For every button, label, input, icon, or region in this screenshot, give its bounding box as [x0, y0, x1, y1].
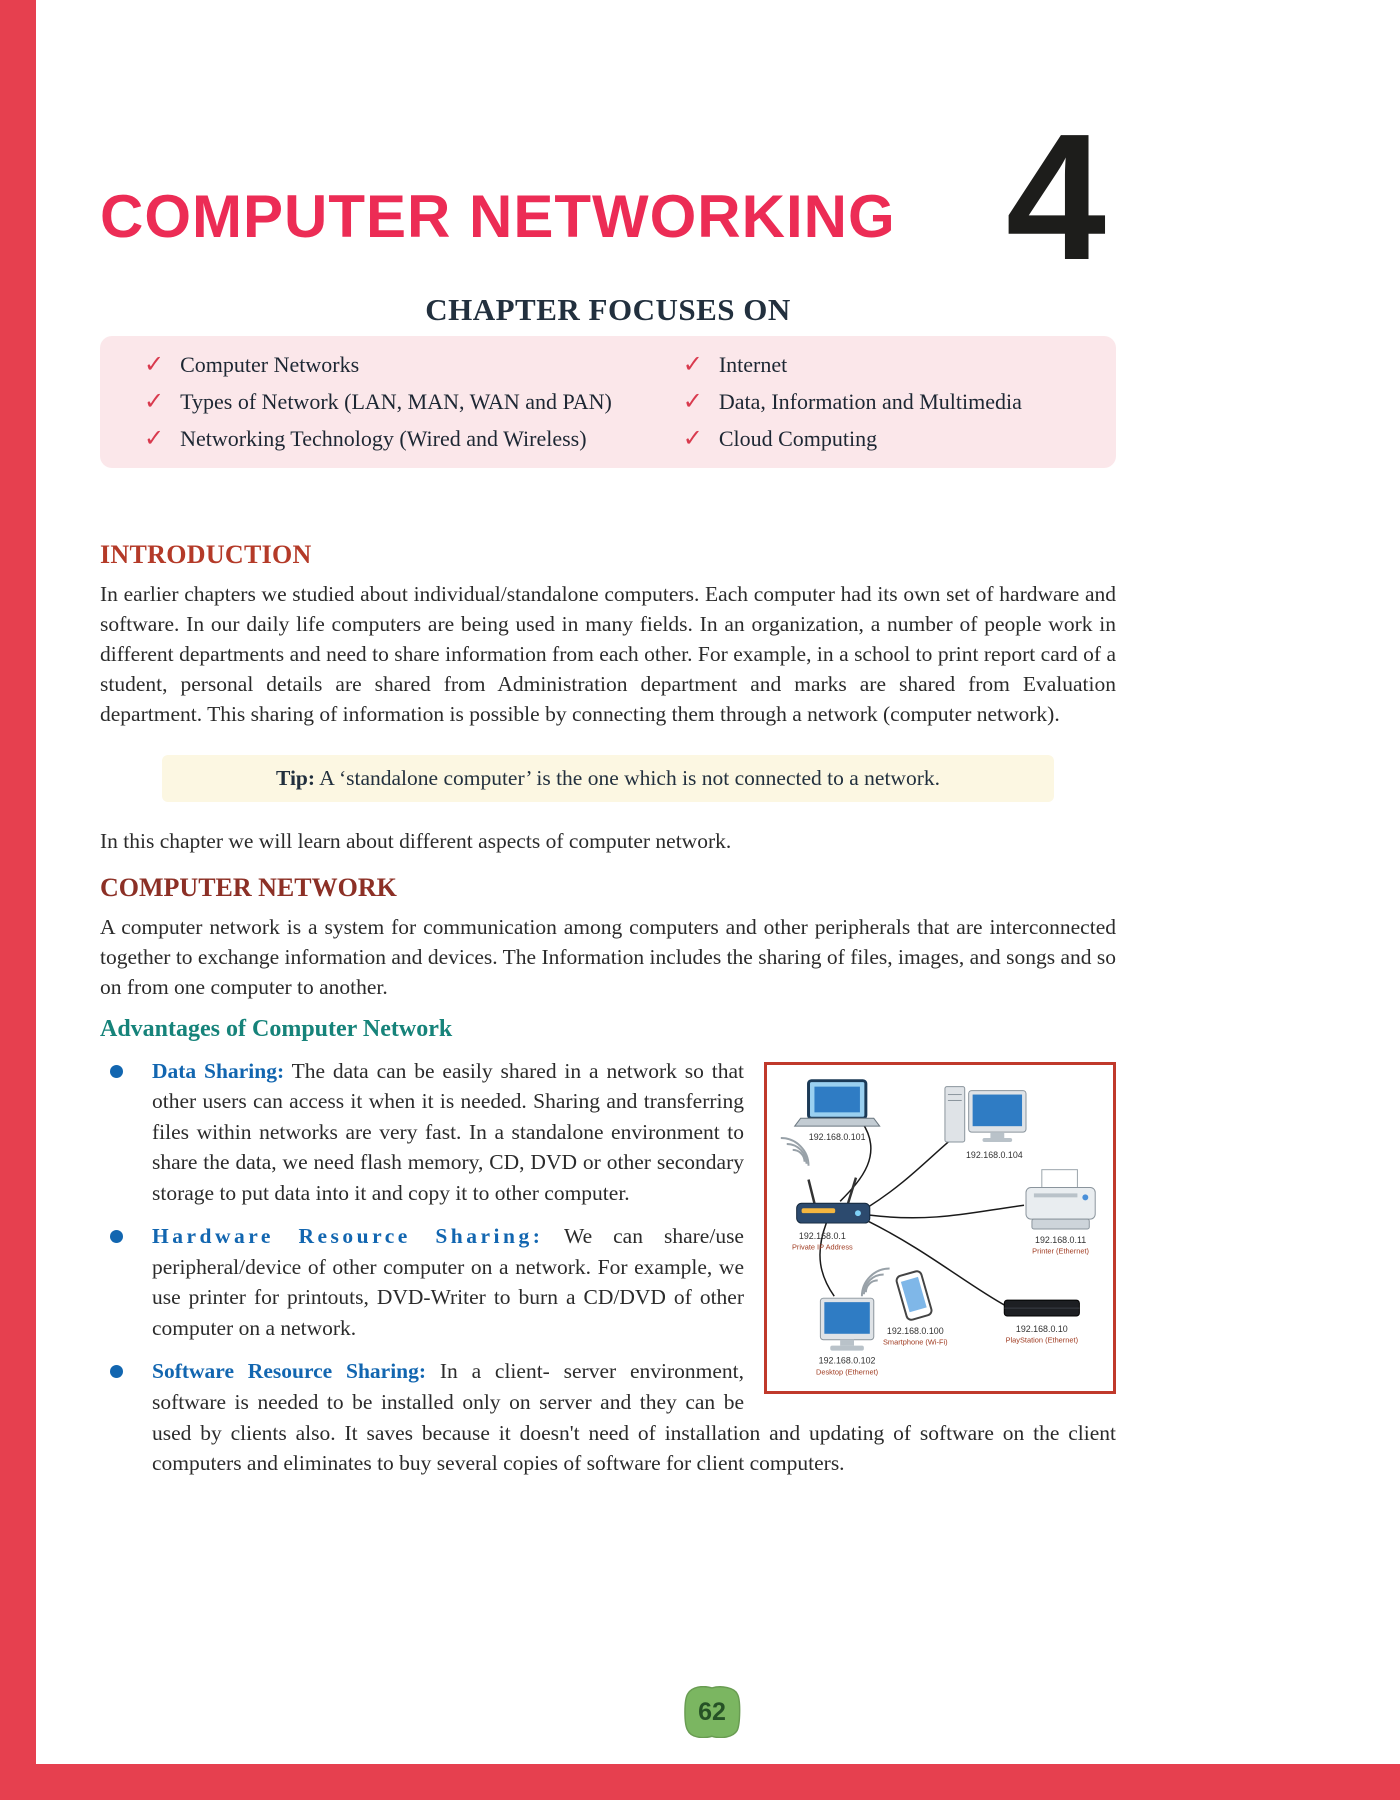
check-icon: ✓ [144, 424, 165, 452]
advantage-label: Software Resource Sharing: [152, 1359, 427, 1384]
focus-box [100, 336, 1116, 468]
node-sub-label: Private IP Address [791, 1242, 853, 1252]
node-ip-label: 192.168.0.1 [798, 1230, 846, 1241]
advantage-item [100, 1221, 1116, 1343]
focus-item-label: Networking Technology (Wired and Wireless) [180, 426, 587, 451]
check-icon: ✓ [144, 350, 165, 378]
focus-item-label: Cloud Computing [718, 426, 878, 451]
focus-item [683, 424, 1106, 452]
chapter-title: COMPUTER NETWORKING [100, 183, 896, 250]
check-icon: ✓ [682, 387, 703, 415]
node-sub-label: Desktop (Ethernet) [815, 1367, 879, 1377]
focus-heading: CHAPTER FOCUSES ON [425, 292, 791, 327]
advantage-label: Data Sharing: [152, 1058, 285, 1083]
focus-item [144, 350, 683, 378]
check-icon: ✓ [144, 387, 165, 415]
focus-item [683, 350, 1106, 378]
introduction-paragraph: In earlier chapters we studied about individual/standalone computers. Each computer had its own set of hardware and software. In our daily life computers are being used in many fields. In an organization, a number of people work in different departments and need to share information from each other. For example, in a school to print report card of a student, personal details are shared from Administration department and marks are shared from Evaluation department. This sharing of information is possible by connecting them through a network (computer network). [100, 582, 1116, 727]
node-sub-label: PlayStation (Ethernet) [1005, 1335, 1079, 1345]
advantage-text [152, 1221, 1116, 1343]
advantage-text [152, 1356, 1116, 1478]
check-icon: ✓ [682, 350, 703, 378]
focus-column-left [144, 350, 683, 452]
page-content [100, 0, 1116, 1479]
focus-item [144, 387, 683, 415]
node-ip-label: 192.168.0.10 [1015, 1323, 1068, 1334]
tip-label: Tip: [276, 766, 316, 791]
advantage-body: We can share/use peripheral/device of other computer on a network. For example, we use printer for printouts, DVD-Writer to burn a CD/DVD of other computer on a network. [152, 1224, 744, 1340]
node-ip-label: 192.168.0.104 [965, 1149, 1023, 1160]
bullet-icon [110, 1065, 123, 1078]
advantage-label: Hardware Resource Sharing: [152, 1224, 544, 1249]
node-ip-label: 192.168.0.100 [886, 1325, 944, 1336]
node-ip-label: 192.168.0.102 [818, 1355, 876, 1366]
focus-item-label: Computer Networks [180, 352, 360, 377]
chapter-intro-line: In this chapter we will learn about different aspects of computer network. [100, 829, 732, 854]
focus-column-right [683, 350, 1106, 452]
node-sub-label: Smartphone (Wi-Fi) [882, 1337, 948, 1347]
tip-box [162, 755, 1054, 802]
page-number: 62 [698, 1697, 726, 1726]
bullet-icon [110, 1365, 123, 1378]
advantage-body: The data can be easily shared in a network so that other users can access it when it is needed. Sharing and transferring files within networks are very fast. In a standalone environment to share the data, we need flash memory, CD, DVD or other secondary storage to put data into it and copy it to other computer. [152, 1058, 744, 1205]
tip-text: A ‘standalone computer’ is the one which is not connected to a network. [319, 766, 940, 791]
focus-item-label: Types of Network (LAN, MAN, WAN and PAN) [180, 389, 612, 414]
focus-item-label: Data, Information and Multimedia [718, 389, 1022, 414]
computer-network-heading: COMPUTER NETWORK [100, 872, 397, 902]
node-ip-label: 192.168.0.11 [1035, 1234, 1087, 1245]
advantages-section [100, 1056, 1116, 1479]
bottom-border-strip [0, 1764, 1400, 1800]
computer-network-paragraph: A computer network is a system for communication among computers and other peripherals that are interconnected together to exchange information and devices. The Information includes the sharing of files, images, and songs and so on from one computer to another. [100, 914, 1116, 999]
advantage-text [152, 1056, 1116, 1209]
advantage-body: In a client- server environment, software is needed to be installed only on server and they can be used by clients also. It saves because it doesn't need of installation and updating of software on the client computers and eliminates to buy several copies of software for client computers. [152, 1359, 1116, 1476]
advantages-heading: Advantages of Computer Network [100, 1015, 453, 1042]
left-border-strip [0, 0, 36, 1800]
page-number-badge [683, 1686, 741, 1738]
focus-item [683, 387, 1106, 415]
bullet-icon [110, 1230, 123, 1243]
chapter-header [100, 0, 1116, 298]
node-sub-label: Printer (Ethernet) [1032, 1246, 1090, 1256]
focus-item-label: Internet [718, 352, 788, 377]
advantage-item [100, 1356, 1116, 1478]
advantage-item [100, 1056, 1116, 1209]
introduction-heading: INTRODUCTION [100, 540, 312, 569]
check-icon: ✓ [682, 424, 703, 452]
focus-item [144, 424, 683, 452]
node-ip-label: 192.168.0.101 [808, 1131, 866, 1142]
chapter-number: 4 [1005, 97, 1106, 298]
